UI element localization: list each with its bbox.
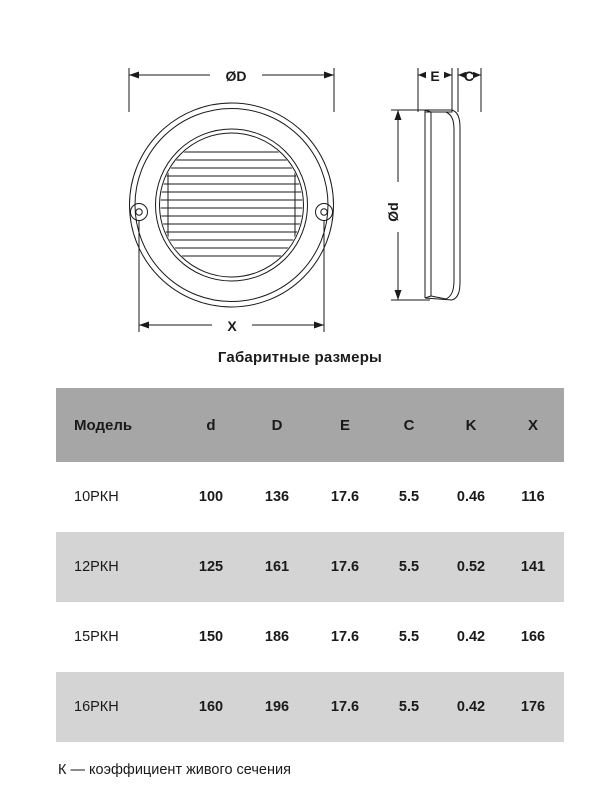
dimensions-table-wrap [56,388,544,742]
cell-E: 17.6 [312,672,378,742]
table-row [56,672,564,742]
label-inner-diameter: Ød [385,202,401,222]
table-row [56,602,564,672]
cell-K: 0.46 [440,462,502,532]
column-header-C: C [378,388,440,462]
cell-E: 17.6 [312,602,378,672]
column-header-d: d [180,388,242,462]
cell-K: 0.52 [440,532,502,602]
cell-C: 5.5 [378,672,440,742]
cell-C: 5.5 [378,462,440,532]
cell-D: 136 [242,462,312,532]
cell-d: 100 [180,462,242,532]
column-header-E: E [312,388,378,462]
table-row [56,532,564,602]
cell-model: 10РКН [56,462,180,532]
cell-X: 141 [502,532,564,602]
label-outer-diameter: ØD [225,68,247,84]
column-header-X: X [502,388,564,462]
cell-model: 12РКН [56,532,180,602]
column-header-K: K [440,388,502,462]
cell-D: 186 [242,602,312,672]
cell-model: 15РКН [56,602,180,672]
cell-d: 160 [180,672,242,742]
table-caption: Габаритные размеры [217,349,383,366]
cell-C: 5.5 [378,532,440,602]
cell-E: 17.6 [312,462,378,532]
cell-D: 161 [242,532,312,602]
cell-K: 0.42 [440,672,502,742]
cell-E: 17.6 [312,532,378,602]
label-thickness-e: E [430,68,440,84]
cell-model: 16РКН [56,672,180,742]
cell-C: 5.5 [378,602,440,672]
column-header-model: Модель [56,388,180,462]
table-row [56,462,564,532]
label-flange-c: C [463,68,475,84]
cell-d: 150 [180,602,242,672]
column-header-D: D [242,388,312,462]
dimensions-table [56,388,564,742]
table-header-row [56,388,564,462]
footnote: К — коэффициент живого сечения [58,762,291,778]
cell-D: 196 [242,672,312,742]
technical-drawing [0,0,600,345]
cell-X: 166 [502,602,564,672]
cell-X: 176 [502,672,564,742]
cell-d: 125 [180,532,242,602]
cell-X: 116 [502,462,564,532]
label-width-x: X [227,318,237,334]
cell-K: 0.42 [440,602,502,672]
